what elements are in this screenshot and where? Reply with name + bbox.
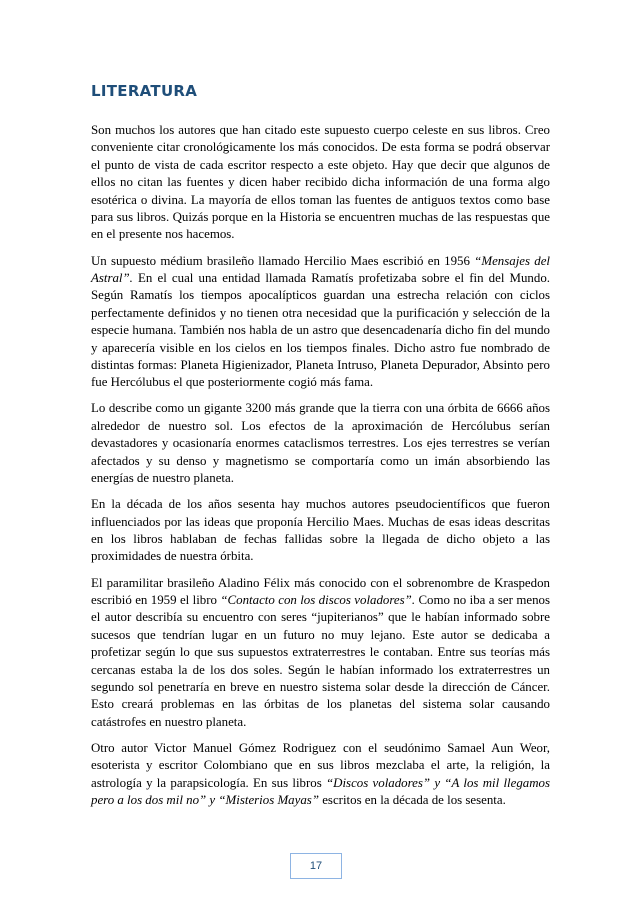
paragraph xyxy=(91,575,550,732)
paragraph-text: Otro autor Victor Manuel Gómez Rodriguez con el seudónimo Samael Aun Weor, esoterista y escritor Colombiano que en sus libros mezclaba el arte, la religión, la astrología y la parapsicología. En sus libros xyxy=(91,740,550,790)
book-title: “Contacto con los discos voladores”. xyxy=(220,592,416,607)
book-title: “Discos voladores” y “A los mil llegamos pero a los dos mil no” y “Misterios Mayas” xyxy=(91,775,550,808)
paragraph-text: Un supuesto médium brasileño llamado Hercilio Maes escribió en 1956 xyxy=(91,253,475,268)
paragraph xyxy=(91,740,550,810)
paragraph xyxy=(91,122,550,244)
page-number: 17 xyxy=(290,853,342,879)
paragraph-text: Como no iba a ser menos el autor describía su encuentro con seres “jupiterianos” que le habían informado sobre sucesos que tendrían lugar en un futuro no muy lejano. Este autor se dedicaba a profetizar según lo que sus supuestos extraterrestres le contaban. Entre sus teorías más cercanas estaba la de los dos soles. Según le habían informado los extraterrestres un segundo sol penetraría en breve en nuestro sistema solar desde la dirección de Cáncer. Esto creará problemas en las órbitas de los planetas del sistema solar causando catástrofes en nuestro planeta. xyxy=(91,592,550,729)
paragraph-text: Son muchos los autores que han citado este supuesto cuerpo celeste en sus libros. Creo conveniente citar cronológicamente los más conocidos. De esta forma se podrá observar el punto de vista de cada escritor respecto a este objeto. Hay que decir que algunos de ellos no citan las fuentes y dicen haber recibido dicha información de una forma algo esotérica o divina. La mayoría de ellos toman las fuentes de antiguos textos como base para sus libros. Quizás porque en la Historia se encuentren muchas de las respuestas que en el presente nos hacemos. xyxy=(91,123,550,242)
paragraph-text: En el cual una entidad llamada Ramatís profetizaba sobre el fin del Mundo. Según Ramatís los tiempos apocalípticos guardan una estrecha relación con ciclos perfectamente definidos y no tienen otra necesidad que la purificación y selección de la especie humana. También nos habla de un astro que desencadenaría dicho fin del mundo y aparecería visible en los cielos en los tiempos finales. Dicho astro fue nombrado de distintas formas: Planeta Higienizador, Planeta Intruso, Planeta Depurador, Absinto pero fue Hercólubus el que posteriormente cogió más fama. xyxy=(91,270,550,390)
paragraph xyxy=(91,496,550,566)
book-title: “Mensajes del Astral”. xyxy=(91,253,551,285)
paragraph-text: Lo describe como un gigante 3200 más grande que la tierra con una órbita de 6666 años alrededor de nuestro sol. Los efectos de la aproximación de Hercólubus serían devastadores y ocasionaría enormes cataclismos terrestres. Los ejes terrestres se verían afectados y su denso y magnetismo se comportaría como un imán absorbiendo las energías de nuestro planeta. xyxy=(91,401,550,486)
paragraph-text: escritos en la década de los sesenta. xyxy=(318,793,506,808)
paragraph-text: El paramilitar brasileño Aladino Félix más conocido con el sobrenombre de Kraspedon escribió en 1959 el libro xyxy=(91,575,550,607)
section-heading: LITERATURA xyxy=(91,82,198,100)
paragraph xyxy=(91,400,550,487)
paragraph-text: En la década de los años sesenta hay muchos autores pseudocientíficos que fueron influenciados por las ideas que proponía Hercilio Maes. Muchas de esas ideas descritas en los libros hablaban de fechas fallidas sobre la llegada de dicho objeto a las proximidades de nuestra órbita. xyxy=(91,497,550,564)
paragraph xyxy=(91,253,550,392)
body-text xyxy=(91,122,550,818)
